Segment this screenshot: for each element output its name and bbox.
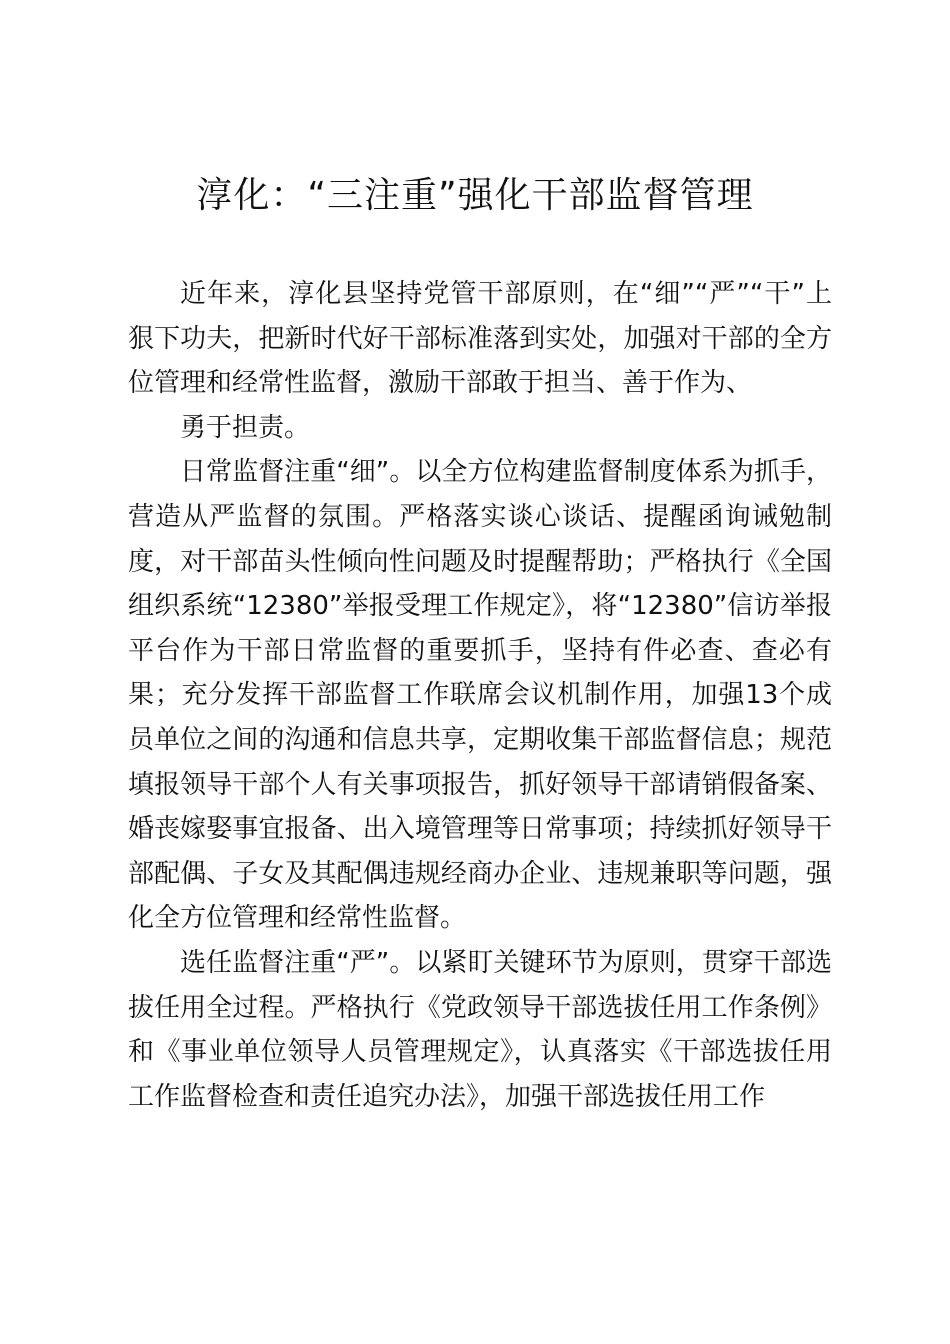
document-title: 淳化：“三注重”强化干部监督管理 [196, 175, 754, 216]
paragraph-selection-supervision: 选任监督注重“严”。以紧盯关键环节为原则，贯穿干部选拔任用全过程。严格执行《党政领导干部选拔任用工作条例》和《事业单位领导人员管理规定》，认真落实《干部选拔任用工作监督检查和责任追究办法》，加强干部选拔任用工作 [128, 947, 832, 1112]
paragraph-intro-continued: 勇于担责。 [180, 412, 311, 443]
document-body [128, 272, 832, 1119]
paragraph-intro: 近年来，淳化县坚持党管干部原则，在“细”“严”“干”上狠下功夫，把新时代好干部标准落到实处，加强对干部的全方位管理和经常性监督，激励干部敢于担当、善于作为、 [128, 279, 832, 399]
paragraph-daily-supervision: 日常监督注重“细”。以全方位构建监督制度体系为抓手，营造从严监督的氛围。严格落实谈心谈话、提醒函询诫勉制度，对干部苗头性倾向性问题及时提醒帮助；严格执行《全国组织系统“12380”举报受理工作规定》，将“12380”信访举报平台作为干部日常监督的重要抓手，坚持有件必查、查必有果；充分发挥干部监督工作联席会议机制作用，加强13个成员单位之间的沟通和信息共享，定期收集干部监督信息；规范填报领导干部个人有关事项报告，抓好领导干部请销假备案、婚丧嫁娶事宜报备、出入境管理等日常事项；持续抓好领导干部配偶、子女及其配偶违规经商办企业、违规兼职等问题，强化全方位管理和经常性监督。 [128, 457, 832, 934]
